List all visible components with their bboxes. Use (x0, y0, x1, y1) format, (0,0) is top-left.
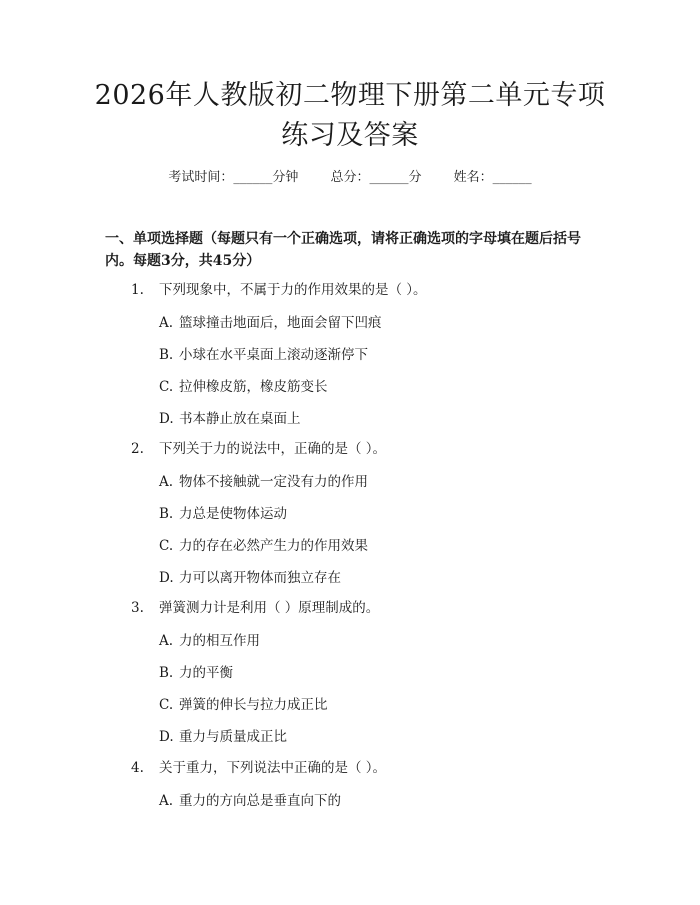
question-text: 弹簧测力计是利用（ ）原理制成的。 (159, 600, 380, 616)
question-3-option-b (159, 663, 233, 683)
question-4-option-a (159, 791, 341, 811)
question-3-option-a (159, 631, 260, 651)
option-letter: B. (159, 665, 174, 681)
question-4 (131, 758, 386, 778)
option-text: 书本静止放在桌面上 (179, 411, 301, 427)
option-text: 篮球撞击地面后，地面会留下凹痕 (179, 315, 382, 331)
question-text: 下列现象中，不属于力的作用效果的是（ ）。 (159, 282, 427, 298)
option-text: 力的平衡 (179, 665, 233, 681)
option-text: 物体不接触就一定没有力的作用 (179, 474, 368, 490)
question-1 (131, 280, 427, 300)
option-letter: D. (159, 411, 174, 427)
option-text: 弹簧的伸长与拉力成正比 (179, 697, 328, 713)
question-1-option-d (159, 409, 301, 429)
option-letter: D. (159, 570, 174, 586)
student-name: 姓名：______ (453, 170, 532, 185)
exam-time: 考试时间：______分钟 (168, 170, 299, 185)
option-text: 重力的方向总是垂直向下的 (179, 793, 341, 809)
question-number: 3. (131, 600, 144, 616)
option-text: 力的存在必然产生力的作用效果 (179, 538, 368, 554)
option-letter: C. (159, 379, 174, 395)
question-1-option-a (159, 313, 382, 333)
option-text: 小球在水平桌面上滚动逐渐停下 (179, 347, 368, 363)
section-heading: 一、单项选择题（每题只有一个正确选项，请将正确选项的字母填在题后括号内。每题3分，共45分） (105, 231, 581, 269)
question-2-option-d (159, 568, 341, 588)
option-letter: A. (159, 315, 174, 331)
question-number: 2. (131, 441, 144, 457)
question-3-option-d (159, 727, 287, 747)
question-2-option-a (159, 472, 368, 492)
page-title: 2026年人教版初二物理下册第二单元专项练习及答案 (94, 80, 606, 151)
option-text: 力的相互作用 (179, 633, 260, 649)
question-2-option-b (159, 504, 287, 524)
option-letter: C. (159, 697, 174, 713)
option-letter: A. (159, 793, 174, 809)
option-text: 力总是使物体运动 (179, 506, 287, 522)
question-number: 1. (131, 282, 144, 298)
option-text: 力可以离开物体而独立存在 (179, 570, 341, 586)
option-letter: B. (159, 506, 174, 522)
question-2-option-c (159, 536, 368, 556)
question-1-option-c (159, 377, 328, 397)
option-letter: B. (159, 347, 174, 363)
exam-meta (0, 169, 700, 187)
total-score: 总分：______分 (330, 170, 422, 185)
option-letter: A. (159, 474, 174, 490)
question-3 (131, 598, 379, 618)
question-2 (131, 439, 386, 459)
option-letter: A. (159, 633, 174, 649)
question-text: 关于重力，下列说法中正确的是（ ）。 (159, 760, 387, 776)
option-text: 重力与质量成正比 (179, 729, 287, 745)
question-text: 下列关于力的说法中，正确的是（ ）。 (159, 441, 387, 457)
option-letter: D. (159, 729, 174, 745)
question-number: 4. (131, 760, 144, 776)
question-1-option-b (159, 345, 368, 365)
question-3-option-c (159, 695, 328, 715)
option-letter: C. (159, 538, 174, 554)
option-text: 拉伸橡皮筋，橡皮筋变长 (179, 379, 328, 395)
